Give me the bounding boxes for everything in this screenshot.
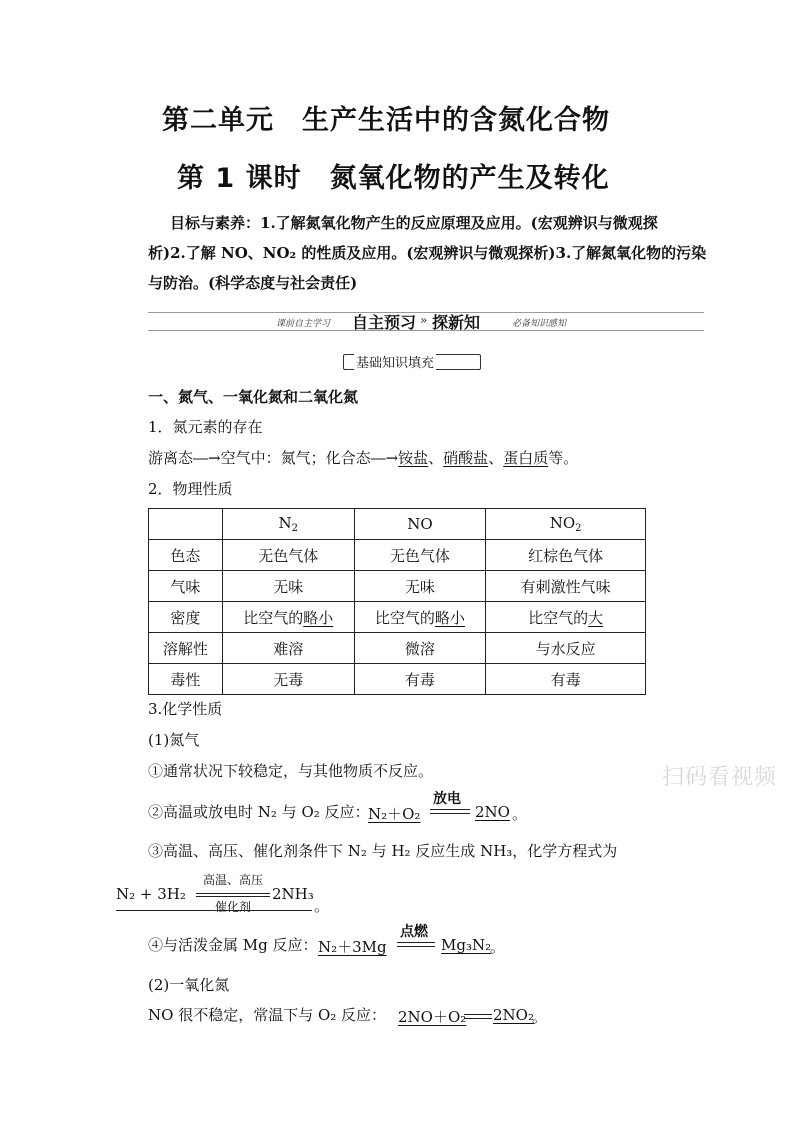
row-label: 毒性 — [149, 664, 223, 695]
subheading-existence: 1．氮元素的存在 — [148, 418, 263, 436]
table-cell: 无色气体 — [354, 540, 486, 571]
n2-heading: (1)氮气 — [148, 731, 200, 749]
goals-line-1: 目标与素养：1.了解氮氧化物产生的反应原理及应用。(宏观辨识与微观探 — [170, 214, 658, 232]
n2-item-3-cond-bottom: 催化剂 — [214, 900, 251, 914]
table-header-cell — [149, 509, 223, 540]
eq-bar — [397, 946, 435, 947]
table-cell: 无色气体 — [222, 540, 354, 571]
table-row — [149, 540, 646, 571]
n2-item-3-suffix: 。 — [314, 897, 330, 915]
existence-prefix: 游离态―→空气中：氮气；化合态―→ — [148, 449, 399, 467]
no-heading: (2)一氧化氮 — [148, 976, 230, 994]
table-row — [149, 571, 646, 602]
existence-item-2: 硝酸盐 — [443, 449, 489, 467]
watermark: 扫码看视频 — [662, 765, 778, 790]
goals-line-2: 析)2.了解 NO、NO₂ 的性质及应用。(宏观辨识与微观探析)3.了解氮氧化物的污染 — [148, 244, 707, 262]
banner-left-label: 课前自主学习 — [276, 319, 331, 329]
n2-item-3-text: ③高温、高压、催化剂条件下 N₂ 与 H₂ 反应生成 NH₃，化学方程式为 — [148, 842, 618, 860]
banner-arrow-icon: » — [420, 313, 428, 327]
existence-item-3: 蛋白质 — [503, 449, 549, 467]
eq-bar — [397, 942, 435, 943]
table-cell: 比空气的大 — [486, 602, 646, 633]
table-cell: 微溶 — [354, 633, 486, 664]
banner-bottom-line — [148, 330, 704, 331]
n2-item-2-eq-left: N₂＋O₂ — [368, 805, 421, 823]
table-cell: 红棕色气体 — [486, 540, 646, 571]
existence-item-1: 铵盐 — [398, 449, 429, 467]
properties-table — [148, 508, 646, 695]
table-cell: 比空气的略小 — [222, 602, 354, 633]
n2-item-2-condition: 放电 — [433, 791, 461, 807]
table-cell: 无味 — [222, 571, 354, 602]
eq-bar — [464, 1018, 492, 1019]
table-cell: 有刺激性气味 — [486, 571, 646, 602]
eq-bar — [430, 809, 470, 810]
no-eq-right: 2NO₂ — [493, 1006, 534, 1024]
table-cell: 与水反应 — [486, 633, 646, 664]
existence-sep-2: 、 — [488, 449, 504, 467]
n2-item-4-text: ④与活泼金属 Mg 反应： — [148, 936, 318, 954]
no-suffix: 。 — [532, 1008, 548, 1026]
subheading-chemical: 3.化学性质 — [148, 700, 223, 718]
table-header-cell: $NO_2$ — [486, 509, 646, 540]
row-label: 色态 — [149, 540, 223, 571]
table-row — [149, 664, 646, 695]
banner-title-1: 自主预习 — [352, 313, 417, 332]
n2-item-2-text: ②高温或放电时 N₂ 与 O₂ 反应： — [148, 803, 370, 821]
table-cell: 有毒 — [486, 664, 646, 695]
n2-item-4-eq-right: Mg₃N₂ — [441, 936, 492, 954]
n2-item-2-suffix: 。 — [512, 805, 528, 823]
n2-item-2-eq-right: 2NO — [475, 803, 510, 821]
table-row — [149, 633, 646, 664]
subheading-physical: 2．物理性质 — [148, 480, 233, 498]
n2-item-4-eq-left: N₂＋3Mg — [318, 938, 387, 956]
n2-item-4-suffix: 。 — [490, 938, 506, 956]
no-eq-left: 2NO＋O₂ — [398, 1008, 467, 1026]
reversible-arrow-icon — [196, 893, 270, 894]
n2-item-1: ①通常状况下较稳定，与其他物质不反应。 — [148, 762, 434, 780]
table-cell: 难溶 — [222, 633, 354, 664]
existence-sep-1: 、 — [428, 449, 444, 467]
no-text: NO 很不稳定，常温下与 O₂ 反应： — [148, 1006, 387, 1024]
table-cell: 比空气的略小 — [354, 602, 486, 633]
section-badge — [343, 354, 481, 370]
goals-line-3: 与防治。(科学态度与社会责任) — [148, 274, 358, 292]
section-badge-label: 基础知识填充 — [354, 352, 436, 371]
unit-title: 第二单元 生产生活中的含氮化合物 — [162, 105, 610, 136]
n2-item-4-condition: 点燃 — [400, 924, 428, 940]
existence-suffix: 等。 — [548, 449, 579, 467]
row-label: 溶解性 — [149, 633, 223, 664]
eq-underline — [116, 910, 312, 911]
n2-item-3-cond-top: 高温、高压 — [202, 873, 263, 887]
n2-item-3-eq-left: N₂ + 3H₂ — [116, 885, 186, 903]
table-cell: 有毒 — [354, 664, 486, 695]
existence-line — [148, 443, 578, 473]
reversible-arrow-icon — [196, 896, 270, 897]
table-row — [149, 602, 646, 633]
banner-right-label: 必备知识感知 — [512, 319, 567, 329]
table-cell: 无味 — [354, 571, 486, 602]
table-header-row — [149, 509, 646, 540]
row-label: 气味 — [149, 571, 223, 602]
n2-item-3-eq-right: 2NH₃ — [272, 885, 314, 903]
lesson-title: 第 1 课时 氮氧化物的产生及转化 — [177, 163, 610, 194]
banner-title-2: 探新知 — [432, 313, 481, 332]
table-header-cell: NO — [354, 509, 486, 540]
row-label: 密度 — [149, 602, 223, 633]
table-cell: 无毒 — [222, 664, 354, 695]
section-heading: 一、氮气、一氧化氮和二氧化氮 — [148, 388, 359, 406]
table-header-cell: $N_2$ — [222, 509, 354, 540]
eq-bar — [464, 1014, 492, 1015]
eq-bar — [430, 813, 470, 814]
